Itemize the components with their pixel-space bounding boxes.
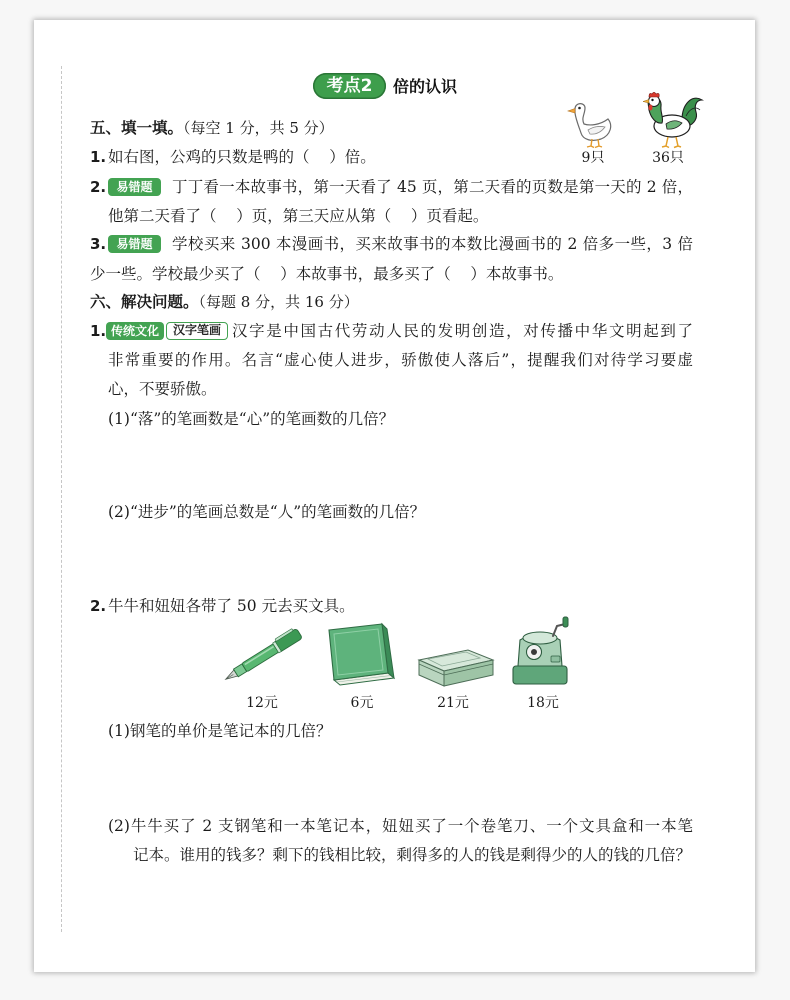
section-solve-score-note: （每题 8 分，共 16 分） [198,293,359,311]
rooster-comb [649,92,659,97]
stroke-count-tag: 汉字笔画 [166,322,228,340]
pencil-box-price-label: 21元 [437,695,469,711]
notebook-icon [326,620,400,686]
section-fill-title: 五、填一填。 [90,119,184,137]
rooster-eye [651,99,653,101]
rooster-count-label: 36只 [652,150,684,166]
rooster-leg [662,137,669,148]
duck-beak [568,109,575,114]
duck-eye [578,107,581,110]
binding-margin-line [61,66,62,932]
pen-price-label: 12元 [246,695,278,711]
solve-q2-sub1: (1)钢笔的单价是笔记本的几倍？ [108,722,332,740]
topic-badge: 考点2 [313,73,386,99]
solve-q2-text: 牛牛和妞妞各带了 50 元去买文具。 [108,597,355,615]
question-number: 2. [90,597,107,615]
duck-icon [566,98,614,148]
page-title: 倍的认识 [393,77,458,96]
duck-count-label: 9只 [581,150,605,166]
question-number: 2. [90,178,107,196]
fill-q2-line2: 他第二天看了（ ）页，第三天应从第（ ）页看起。 [108,207,489,225]
sharpener-clamp [551,656,560,662]
rooster-beak [643,100,649,104]
pen-group [221,626,302,684]
sharpener-crank-knob [563,617,568,627]
solve-q2-sub2-line2: 记本。谁用的钱多？剩下的钱相比较，剩得多的人的钱是剩得少的人的钱的几倍？ [133,846,692,864]
section-fill-heading [90,118,334,138]
fill-q1-text: 如右图，公鸡的只数是鸭的（ ）倍。 [108,148,376,166]
solve-q1-line1: 汉字是中国古代劳动人民的发明创造，对传播中华文明起到了 [232,322,693,340]
notebook-price-label: 6元 [350,695,374,711]
duck-body [575,104,611,141]
solve-q1-sub1: (1)“落”的笔画数是“心”的笔画数的几倍？ [108,410,395,428]
solve-q1-sub2: (2)“进步”的笔画总数是“人”的笔画数的几倍？ [108,503,426,521]
error-prone-tag: 易错题 [108,235,161,253]
section-solve-title: 六、解决问题。 [90,293,199,311]
question-number: 1. [90,148,107,166]
section-solve-heading [90,292,359,312]
question-number: 1. [90,322,107,340]
sharpener-top [523,632,557,644]
section-fill-score-note: （每空 1 分，共 5 分） [183,119,334,137]
rooster-icon [636,90,704,148]
solve-q1-line2: 非常重要的作用。名言“虚心使人进步，骄傲使人落后”，提醒我们对待学习要虚 [108,351,693,369]
fill-q2-line1: 丁丁看一本故事书，第一天看了 45 页，第二天看的页数是第一天的 2 倍， [172,178,693,196]
error-prone-tag: 易错题 [108,178,161,196]
rooster-leg [674,137,681,148]
solve-q1-line3: 心，不要骄傲。 [108,380,217,398]
pencil-box-icon [416,640,496,690]
solve-q2-sub2-line1: (2)牛牛买了 2 支钢笔和一本笔记本，妞妞买了一个卷笔刀、一个文具盒和一本笔 [108,817,693,835]
sharpener-price-label: 18元 [527,695,559,711]
fountain-pen-icon [222,625,304,685]
traditional-culture-tag: 传统文化 [106,322,164,340]
sharpener-hole [531,649,537,655]
fill-q3-line2: 少一些。学校最少买了（ ）本故事书，最多买了（ ）本故事书。 [90,265,564,283]
question-number: 3. [90,235,107,253]
pen-barrel [242,643,280,672]
fill-q3-line1: 学校买来 300 本漫画书，买来故事书的本数比漫画书的 2 倍多一些，3 倍 [172,235,693,253]
pencil-sharpener-icon [505,614,575,689]
sharpener-base [513,666,567,684]
rooster-wattle [649,105,653,111]
